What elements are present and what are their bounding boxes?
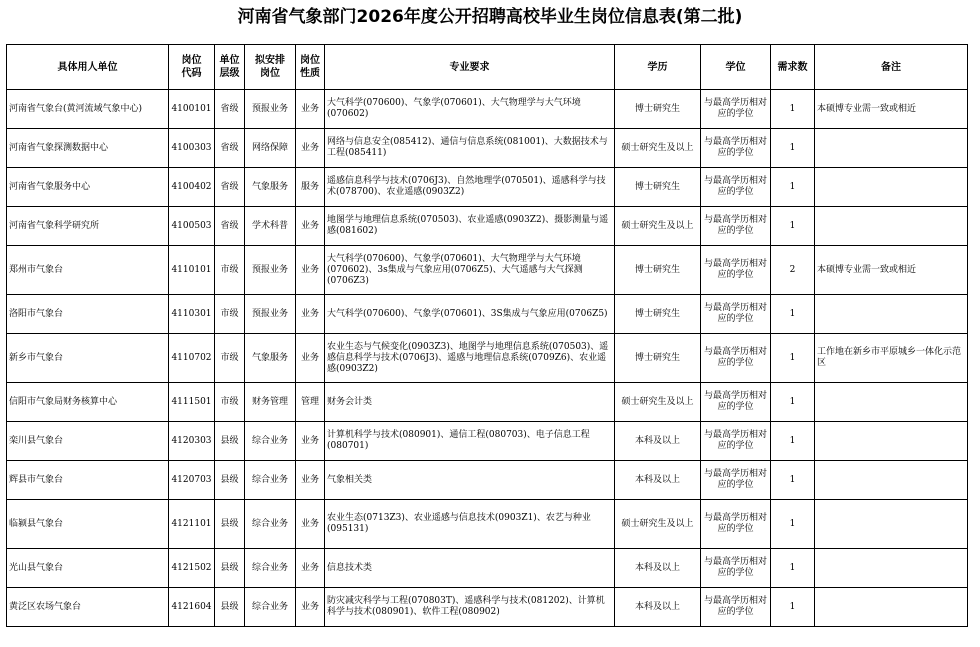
code-cell: 4121101 [169, 500, 215, 549]
count-cell: 1 [771, 500, 815, 549]
unit-cell: 河南省气象科学研究所 [7, 207, 169, 246]
unit-cell: 信阳市气象局财务核算中心 [7, 383, 169, 422]
code-cell: 4100101 [169, 90, 215, 129]
count-cell: 1 [771, 207, 815, 246]
count-cell: 2 [771, 246, 815, 295]
table-body [7, 90, 968, 627]
nature-cell: 业务 [296, 500, 325, 549]
post-cell: 财务管理 [245, 383, 296, 422]
nature-cell: 业务 [296, 588, 325, 627]
post-cell: 学术科普 [245, 207, 296, 246]
degree-cell: 与最高学历相对应的学位 [701, 90, 771, 129]
level-cell: 市级 [215, 295, 245, 334]
education-cell: 硕士研究生及以上 [615, 500, 701, 549]
code-cell: 4120703 [169, 461, 215, 500]
education-cell: 硕士研究生及以上 [615, 383, 701, 422]
count-cell: 1 [771, 168, 815, 207]
note-cell [815, 295, 968, 334]
nature-cell: 管理 [296, 383, 325, 422]
unit-cell: 临颍县气象台 [7, 500, 169, 549]
level-cell: 省级 [215, 129, 245, 168]
nature-cell: 业务 [296, 207, 325, 246]
code-cell: 4121502 [169, 549, 215, 588]
table-row [7, 549, 968, 588]
header-level: 单位 层级 [215, 45, 245, 90]
major-cell: 网络与信息安全(085412)、通信与信息系统(081001)、大数据技术与工程(085411) [325, 129, 615, 168]
post-cell: 预报业务 [245, 246, 296, 295]
level-cell: 县级 [215, 500, 245, 549]
note-cell [815, 422, 968, 461]
education-cell: 博士研究生 [615, 90, 701, 129]
nature-cell: 服务 [296, 168, 325, 207]
count-cell: 1 [771, 549, 815, 588]
table-row [7, 461, 968, 500]
count-cell: 1 [771, 129, 815, 168]
education-cell: 本科及以上 [615, 422, 701, 461]
level-cell: 县级 [215, 549, 245, 588]
positions-table [6, 44, 968, 627]
nature-cell: 业务 [296, 246, 325, 295]
degree-cell: 与最高学历相对应的学位 [701, 383, 771, 422]
degree-cell: 与最高学历相对应的学位 [701, 422, 771, 461]
education-cell: 硕士研究生及以上 [615, 129, 701, 168]
degree-cell: 与最高学历相对应的学位 [701, 461, 771, 500]
nature-cell: 业务 [296, 295, 325, 334]
post-cell: 气象服务 [245, 334, 296, 383]
header-degree: 学位 [701, 45, 771, 90]
code-cell: 4110702 [169, 334, 215, 383]
header-count: 需求数 [771, 45, 815, 90]
count-cell: 1 [771, 295, 815, 334]
header-education: 学历 [615, 45, 701, 90]
level-cell: 省级 [215, 90, 245, 129]
level-cell: 县级 [215, 422, 245, 461]
count-cell: 1 [771, 461, 815, 500]
table-row [7, 207, 968, 246]
header-unit: 具体用人单位 [7, 45, 169, 90]
header-code: 岗位 代码 [169, 45, 215, 90]
post-cell: 网络保障 [245, 129, 296, 168]
post-cell: 综合业务 [245, 422, 296, 461]
major-cell: 农业生态与气候变化(0903Z3)、地图学与地理信息系统(070503)、遥感信息科学与技术(0706J3)、遥感与地理信息系统(0709Z6)、农业遥感(0903Z2) [325, 334, 615, 383]
table-row [7, 246, 968, 295]
major-cell: 遥感信息科学与技术(0706J3)、自然地理学(070501)、遥感科学与技术(078700)、农业遥感(0903Z2) [325, 168, 615, 207]
note-cell [815, 588, 968, 627]
major-cell: 大气科学(070600)、气象学(070601)、3S集成与气象应用(0706Z5) [325, 295, 615, 334]
table-row [7, 334, 968, 383]
code-cell: 4111501 [169, 383, 215, 422]
note-cell [815, 500, 968, 549]
unit-cell: 新乡市气象台 [7, 334, 169, 383]
major-cell: 地图学与地理信息系统(070503)、农业遥感(0903Z2)、摄影测量与遥感(081602) [325, 207, 615, 246]
code-cell: 4100503 [169, 207, 215, 246]
nature-cell: 业务 [296, 422, 325, 461]
level-cell: 市级 [215, 246, 245, 295]
header-note: 备注 [815, 45, 968, 90]
table-row [7, 295, 968, 334]
degree-cell: 与最高学历相对应的学位 [701, 334, 771, 383]
code-cell: 4100303 [169, 129, 215, 168]
header-nature: 岗位 性质 [296, 45, 325, 90]
degree-cell: 与最高学历相对应的学位 [701, 246, 771, 295]
level-cell: 省级 [215, 168, 245, 207]
count-cell: 1 [771, 422, 815, 461]
education-cell: 本科及以上 [615, 461, 701, 500]
note-cell [815, 461, 968, 500]
header-row [7, 45, 968, 90]
major-cell: 计算机科学与技术(080901)、通信工程(080703)、电子信息工程(080701) [325, 422, 615, 461]
education-cell: 博士研究生 [615, 246, 701, 295]
degree-cell: 与最高学历相对应的学位 [701, 168, 771, 207]
major-cell: 大气科学(070600)、气象学(070601)、大气物理学与大气环境(070602) [325, 90, 615, 129]
count-cell: 1 [771, 588, 815, 627]
unit-cell: 辉县市气象台 [7, 461, 169, 500]
nature-cell: 业务 [296, 549, 325, 588]
major-cell: 财务会计类 [325, 383, 615, 422]
education-cell: 硕士研究生及以上 [615, 207, 701, 246]
major-cell: 大气科学(070600)、气象学(070601)、大气物理学与大气环境(070602)、3s集成与气象应用(0706Z5)、大气遥感与大气探测(0706Z3) [325, 246, 615, 295]
major-cell: 信息技术类 [325, 549, 615, 588]
table-row [7, 168, 968, 207]
post-cell: 综合业务 [245, 500, 296, 549]
post-cell: 综合业务 [245, 588, 296, 627]
note-cell [815, 168, 968, 207]
note-cell: 本硕博专业需一致或相近 [815, 246, 968, 295]
education-cell: 本科及以上 [615, 588, 701, 627]
degree-cell: 与最高学历相对应的学位 [701, 295, 771, 334]
education-cell: 本科及以上 [615, 549, 701, 588]
degree-cell: 与最高学历相对应的学位 [701, 588, 771, 627]
level-cell: 市级 [215, 334, 245, 383]
post-cell: 综合业务 [245, 461, 296, 500]
note-cell [815, 207, 968, 246]
note-cell: 本硕博专业需一致或相近 [815, 90, 968, 129]
post-cell: 气象服务 [245, 168, 296, 207]
level-cell: 市级 [215, 383, 245, 422]
major-cell: 防灾减灾科学与工程(070803T)、遥感科学与技术(081202)、计算机科学与技术(080901)、软件工程(080902) [325, 588, 615, 627]
unit-cell: 河南省气象服务中心 [7, 168, 169, 207]
unit-cell: 河南省气象台(黄河流域气象中心) [7, 90, 169, 129]
header-post: 拟安排 岗位 [245, 45, 296, 90]
nature-cell: 业务 [296, 129, 325, 168]
unit-cell: 栾川县气象台 [7, 422, 169, 461]
header-major: 专业要求 [325, 45, 615, 90]
level-cell: 县级 [215, 588, 245, 627]
education-cell: 博士研究生 [615, 168, 701, 207]
code-cell: 4100402 [169, 168, 215, 207]
major-cell: 气象相关类 [325, 461, 615, 500]
level-cell: 县级 [215, 461, 245, 500]
unit-cell: 光山县气象台 [7, 549, 169, 588]
education-cell: 博士研究生 [615, 334, 701, 383]
unit-cell: 河南省气象探测数据中心 [7, 129, 169, 168]
table-row [7, 129, 968, 168]
level-cell: 省级 [215, 207, 245, 246]
table-row [7, 90, 968, 129]
post-cell: 综合业务 [245, 549, 296, 588]
note-cell [815, 383, 968, 422]
degree-cell: 与最高学历相对应的学位 [701, 207, 771, 246]
note-cell [815, 549, 968, 588]
code-cell: 4110301 [169, 295, 215, 334]
code-cell: 4120303 [169, 422, 215, 461]
note-cell: 工作地在新乡市平原城乡一体化示范区 [815, 334, 968, 383]
unit-cell: 黄泛区农场气象台 [7, 588, 169, 627]
count-cell: 1 [771, 383, 815, 422]
table-row [7, 500, 968, 549]
table-row [7, 422, 968, 461]
code-cell: 4121604 [169, 588, 215, 627]
degree-cell: 与最高学历相对应的学位 [701, 549, 771, 588]
post-cell: 预报业务 [245, 90, 296, 129]
major-cell: 农业生态(0713Z3)、农业遥感与信息技术(0903Z1)、农艺与种业(095131) [325, 500, 615, 549]
page-title: 河南省气象部门2026年度公开招聘高校毕业生岗位信息表(第二批) [237, 7, 743, 27]
degree-cell: 与最高学历相对应的学位 [701, 129, 771, 168]
unit-cell: 洛阳市气象台 [7, 295, 169, 334]
count-cell: 1 [771, 90, 815, 129]
nature-cell: 业务 [296, 461, 325, 500]
degree-cell: 与最高学历相对应的学位 [701, 500, 771, 549]
table-row [7, 588, 968, 627]
unit-cell: 郑州市气象台 [7, 246, 169, 295]
note-cell [815, 129, 968, 168]
code-cell: 4110101 [169, 246, 215, 295]
count-cell: 1 [771, 334, 815, 383]
education-cell: 博士研究生 [615, 295, 701, 334]
nature-cell: 业务 [296, 90, 325, 129]
post-cell: 预报业务 [245, 295, 296, 334]
table-row [7, 383, 968, 422]
nature-cell: 业务 [296, 334, 325, 383]
